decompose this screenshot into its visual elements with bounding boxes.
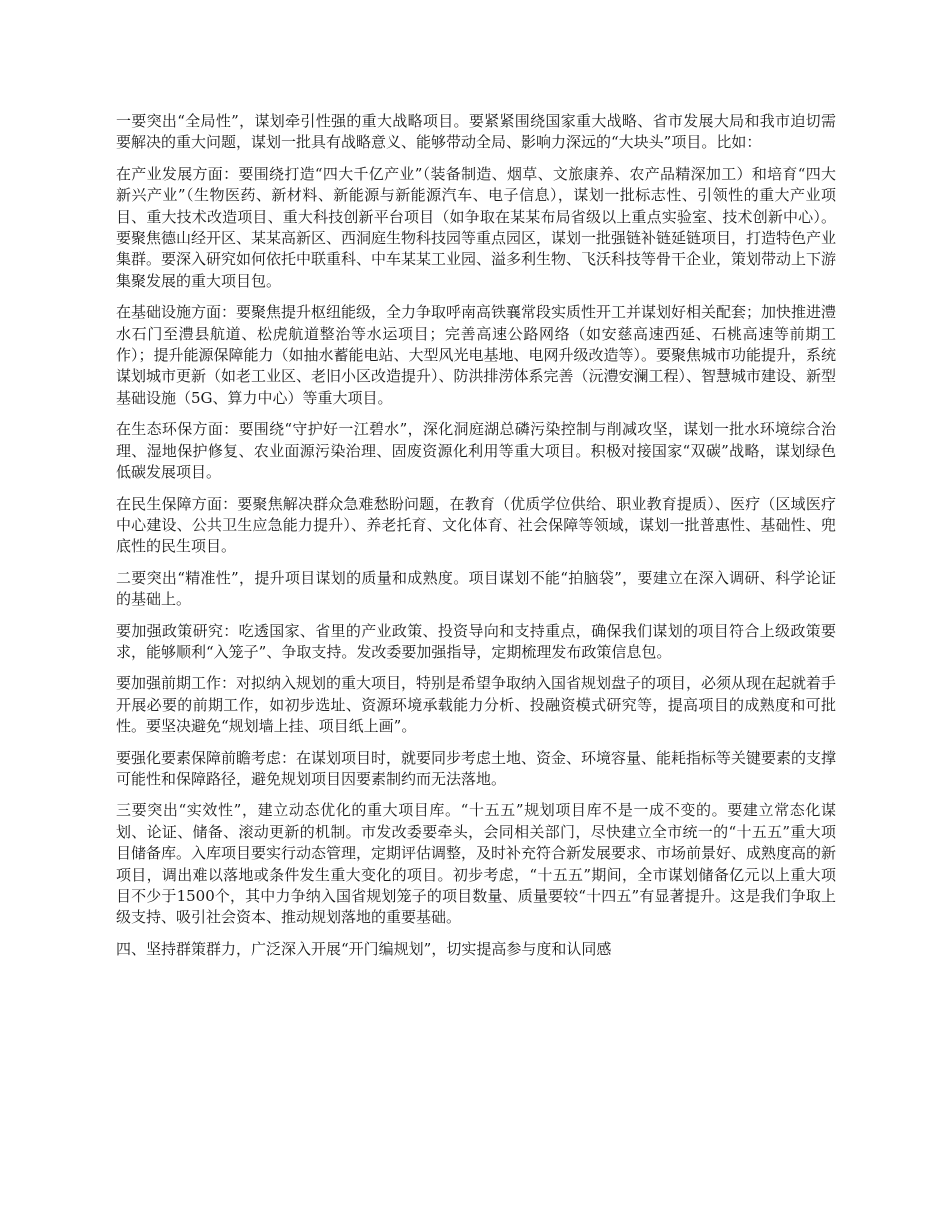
paragraph-open-planning: 四、坚持群策群力，广泛深入开展“开门编规划”，切实提高参与度和认同感 — [116, 939, 612, 958]
paragraph-livelihood: 在民生保障方面：要聚焦解决群众急难愁盼问题，在教育（优质学位供给、职业教育提质）、医疗（区域医疗中心建设、公共卫生应急能力提升）、养老托育、文化体育、社会保障等领域，谋划一批普惠性、基础性、兜底性的民生项目。 — [116, 494, 836, 556]
paragraph-precision: 二要突出“精准性”，提升项目谋划的质量和成熟度。项目谋划不能“拍脑袋”，要建立在深入调研、科学论证的基础上。 — [116, 568, 836, 609]
paragraph-factor-guarantee: 要强化要素保障前瞻考虑：在谋划项目时，就要同步考虑土地、资金、环境容量、能耗指标等关键要素的支撑可能性和保障路径，避免规划项目因要素制约而无法落地。 — [116, 748, 837, 788]
paragraph-policy-research: 要加强政策研究：吃透国家、省里的产业政策、投资导向和支持重点，确保我们谋划的项目符合上级政策要求，能够顺利“入笼子”、争取支持。发改委要加强指导，定期梳理发布政策信息包。 — [116, 621, 836, 661]
paragraph-preliminary-work: 要加强前期工作：对拟纳入规划的重大项目，特别是希望争取纳入国省规划盘子的项目，必须从现在起就着手开展必要的前期工作，如初步选址、资源环境承载能力分析、投融资模式研究等，提高项目的成熟度和可批性。要坚决避免“规划墙上挂、项目纸上画”。 — [116, 674, 837, 736]
paragraph-effectiveness: 三要突出“实效性”，建立动态优化的重大项目库。“十五五”规划项目库不是一成不变的。要建立常态化谋划、论证、储备、滚动更新的机制。市发改委要牵头，会同相关部门，尽快建立全市统一的“十五五”重大项目储备库。入库项目要实行动态管理，定期评估调整，及时补充符合新发展要求、市场前景好、成熟度高的新项目，调出难以落地或条件发生重大变化的项目。初步考虑，“十五五”期间，全市谋划储备亿元以上重大项目不少于1500个，其中力争纳入国省规划笼子的项目数量、质量要较“十四五”有显著提升。这是我们争取上级支持、吸引社会资本、推动规划落地的重要基础。 — [116, 801, 837, 927]
paragraph-ecology: 在生态环保方面：要围绕“守护好一江碧水”，深化洞庭湖总磷污染控制与削减攻坚，谋划一批水环境综合治理、湿地保护修复、农业面源污染治理、固废资源化利用等重大项目。积极对接国家“双碳”战略，谋划绿色低碳发展项目。 — [116, 420, 836, 482]
paragraph-industry-development: 在产业发展方面：要围绕打造“四大千亿产业”（装备制造、烟草、文旅康养、农产品精深加工）和培育“四大新兴产业”（生物医药、新材料、新能源与新能源汽车、电子信息），谋划一批标志性、引领性的重大产业项目、重大技术改造项目、重大科技创新平台项目（如争取在某某布局省级以上重点实验室、技术创新中心）。要聚焦德山经开区、某某高新区、西洞庭生物科技园等重点园区，谋划一批强链补链延链项目，打造特色产业集群。要深入研究如何依托中联重科、中车某某工业园、溢多利生物、飞沃科技等骨干企业，策划带动上下游集聚发展的重大项目包。 — [116, 164, 837, 290]
paragraph-global-planning: 一要突出“全局性”，谋划牵引性强的重大战略项目。要紧紧围绕国家重大战略、省市发展大局和我市迫切需要解决的重大问题，谋划一批具有战略意义、能够带动全局、影响力深远的“大块头”项目。比如： — [116, 112, 836, 152]
document-body — [116, 111, 836, 970]
paragraph-infrastructure: 在基础设施方面：要聚焦提升枢纽能级，全力争取呼南高铁襄常段实质性开工并谋划好相关配套；加快推进澧水石门至澧县航道、松虎航道整治等水运项目；完善高速公路网络（如安慈高速西延、石桃高速等前期工作）；提升能源保障能力（如抽水蓄能电站、大型风光电基地、电网升级改造等）。要聚焦城市功能提升，系统谋划城市更新（如老工业区、老旧小区改造提升）、防洪排涝体系完善（沅澧安澜工程）、智慧城市建设、新型基础设施（5G、算力中心）等重大项目。 — [116, 303, 837, 407]
